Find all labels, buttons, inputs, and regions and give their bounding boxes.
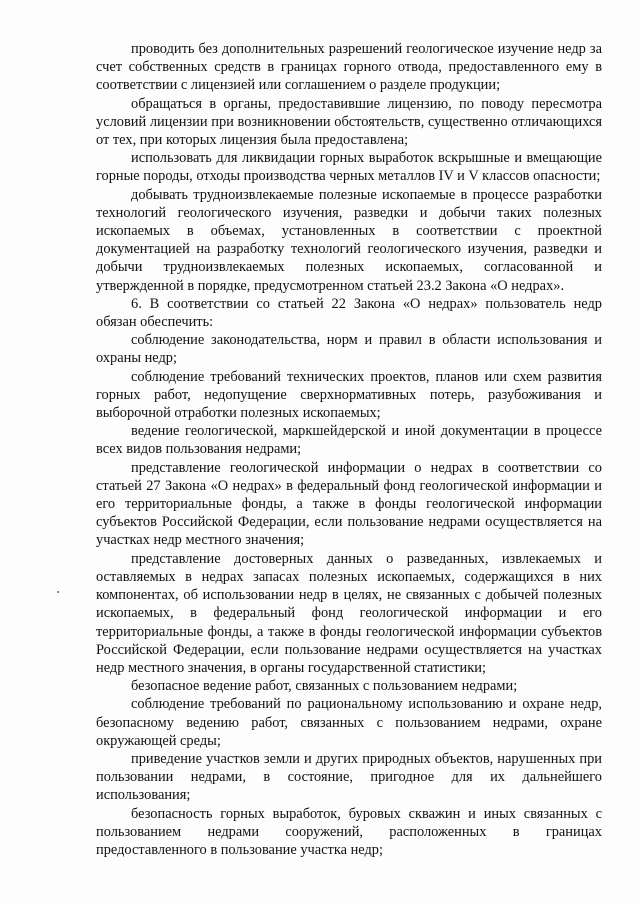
- paragraph: безопасное ведение работ, связанных с пользованием недрами;: [131, 678, 518, 695]
- paragraph: представление геологической информации о недрах в соответствии со статьей 27 Закона «О недрах» в федеральный фонд геологической информации и его территориальные фонды, а также в фонды геологической информации субъектов Российской Федерации, если пользование недрами осуществляется на участках недр местного значения;: [96, 459, 602, 549]
- paragraph: представление достоверных данных о разведанных, извлекаемых и оставляемых в недрах запасах полезных ископаемых, содержащихся в них компонентах, об использовании недр в целях, не связанных с добычей полезных ископаемых, в федеральный фонд геологической информации и его территориальные фонды, а также в фонды геологической информации субъектов Российской Федерации, если пользование недрами осуществляется на участках недр местного значения, в органы государственной статистики;: [96, 550, 602, 676]
- paragraph: безопасность горных выработок, буровых скважин и иных связанных с пользованием недрами сооружений, расположенных в границах предоставленного в пользование участка недр;: [96, 805, 602, 858]
- paragraph: ведение геологической, маркшейдерской и иной документации в процессе всех видов пользования недрами;: [96, 423, 602, 458]
- paragraph: обращаться в органы, предоставившие лицензию, по поводу пересмотра условий лицензии при возникновении обстоятельств, существенно отличающихся от тех, при которых лицензия была предоставлена;: [96, 95, 602, 149]
- paragraph: соблюдение законодательства, норм и правил в области использования и охраны недр;: [96, 332, 602, 367]
- paragraph: приведение участков земли и других природных объектов, нарушенных при пользовании недрами, в состояние, пригодное для их дальнейшего использования;: [96, 750, 602, 804]
- paragraph: соблюдение требований по рациональному использованию и охране недр, безопасному ведению работ, связанных с пользованием недрами, охране окружающей среды;: [96, 696, 602, 749]
- paragraph: использовать для ликвидации горных выработок вскрышные и вмещающие горные породы, отходы производства черных металлов IV и V классов опасности;: [96, 150, 602, 185]
- paragraph: добывать трудноизвлекаемые полезные ископаемые в процессе разработки технологий геологического изучения, разведки и добычи таких полезных ископаемых в объемах, установленных в соответствии с проектной документацией на разработку технологий геологического изучения, разведки и добычи трудноизвлекаемых полезных ископаемых, согласованной и утвержденной в порядке, предусмотренном статьей 23.2 Закона «О недрах».: [96, 186, 602, 294]
- document-body: [96, 40, 602, 859]
- paragraph: соблюдение требований технических проектов, планов или схем развития горных работ, недопущение сверхнормативных потерь, разубоживания и выборочной отработки полезных ископаемых;: [96, 368, 602, 422]
- scan-speck: [57, 591, 59, 593]
- paragraph: проводить без дополнительных разрешений геологическое изучение недр за счет собственных средств в границах горного отвода, предоставленного ему в соответствии с лицензией или соглашением о разделе продукции;: [96, 41, 602, 94]
- section-6-heading: 6. В соответствии со статьей 22 Закона «О недрах» пользователь недр обязан обеспечить:: [96, 295, 602, 331]
